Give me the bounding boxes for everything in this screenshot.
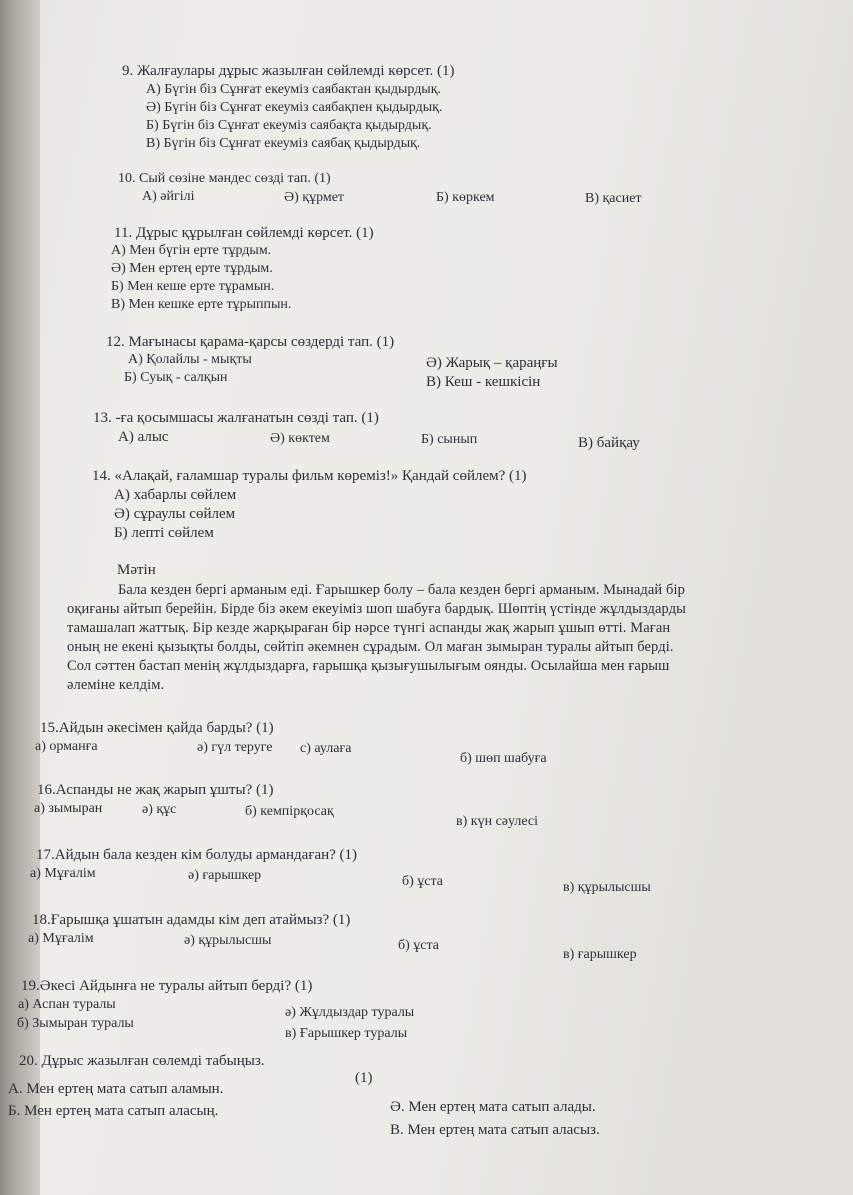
- q13-option-a: А) алыс: [118, 429, 169, 445]
- q12-question: 12. Мағынасы қарама-қарсы сөздерді тап. (1): [106, 334, 395, 350]
- q10-option-b: Ә) құрмет: [284, 190, 345, 205]
- q20-option-d: В. Мен ертең мата сатып аласыз.: [390, 1122, 600, 1138]
- text-line: Бала кезден бергі арманым еді. Ғарышкер болу – бала кезден бергі арманым. Мынадай бір: [118, 582, 685, 598]
- q19-question: 19.Әкесі Айдынға не туралы айтып берді? (1): [21, 978, 313, 994]
- q12-option-b: Ә) Жарық – қараңғы: [426, 355, 558, 371]
- q18-option-c: б) ұста: [398, 938, 440, 953]
- q15-option-d: б) шөп шабуға: [460, 751, 547, 766]
- q16-option-b: ә) құс: [142, 802, 177, 817]
- q13-option-d: В) байқау: [578, 435, 640, 451]
- q17-option-c: б) ұста: [402, 874, 444, 889]
- q11-question: 11. Дұрыс құрылған сөйлемді көрсет. (1): [114, 225, 374, 241]
- q12-option-a: А) Қолайлы - мықты: [128, 352, 252, 367]
- q20-points: (1): [355, 1070, 373, 1086]
- q15-option-b: ә) гүл теруге: [197, 740, 273, 755]
- text-line: тамашалап жаттық. Бір кезде жарқыраған бір нәрсе түнгі аспанды жақ жарып ұшып өтті. Маған: [67, 620, 671, 636]
- q17-option-b: ә) ғарышкер: [188, 868, 262, 883]
- text-title: Мәтін: [117, 562, 156, 578]
- q9-question: 9. Жалғаулары дұрыс жазылған сөйлемді көрсет. (1): [122, 63, 455, 79]
- q11-option-b: Ә) Мен ертең ерте тұрдым.: [111, 261, 273, 276]
- q19-option-b: ә) Жұлдыздар туралы: [285, 1005, 415, 1020]
- q17-question: 17.Айдын бала кезден кім болуды армандаған? (1): [36, 847, 358, 863]
- q18-option-d: в) ғарышкер: [563, 947, 637, 962]
- q14-option-c: Б) лепті сөйлем: [114, 525, 214, 541]
- q15-option-c: с) аулаға: [300, 741, 352, 756]
- q13-option-c: Б) сынып: [421, 432, 478, 447]
- text-line: Сол сәттен бастап менің жұлдыздарға, ғарышқа қызығушылығым оянды. Осылайша мен ғарыш: [67, 658, 670, 674]
- q15-option-a: а) орманға: [35, 739, 98, 754]
- text-line: оқиғаны айтып берейін. Бірде біз әкем екеуіміз шоп шабуға бардық. Шөптің үстінде жұлдыздарды: [67, 601, 687, 617]
- q18-option-a: а) Мұғалім: [28, 931, 94, 946]
- q16-option-c: б) кемпірқосақ: [245, 804, 334, 819]
- text-line: әлеміне келдім.: [67, 677, 165, 693]
- q11-option-a: А) Мен бүгін ерте тұрдым.: [111, 243, 272, 258]
- q10-option-a: А) әйгілі: [142, 189, 195, 204]
- q9-option-c: Б) Бүгін біз Сұнғат екеуміз саябақта қыдырдық.: [146, 118, 432, 133]
- q18-option-b: ә) құрылысшы: [184, 933, 272, 948]
- q9-option-b: Ә) Бүгін біз Сұнғат екеуміз саябақпен қыдырдық.: [146, 100, 443, 115]
- text-line: оның не екені қызықты болды, сөйтіп әкемнен сұрадым. Ол маған зымыран туралы айтып берді.: [67, 639, 674, 655]
- q20-option-b: Ә. Мен ертең мата сатып алады.: [390, 1099, 596, 1115]
- q18-question: 18.Ғарышқа ұшатын адамды кім деп атаймыз? (1): [32, 912, 351, 928]
- q14-question: 14. «Алақай, ғаламшар туралы фильм көреміз!» Қандай сөйлем? (1): [92, 468, 527, 484]
- q20-question: 20. Дұрыс жазылған сөлемді табыңыз.: [19, 1053, 265, 1069]
- q13-option-b: Ә) көктем: [270, 431, 330, 446]
- q16-question: 16.Аспанды не жақ жарып ұшты? (1): [37, 782, 274, 798]
- q19-option-c: б) Зымыран туралы: [17, 1016, 134, 1031]
- q14-option-b: Ә) сұраулы сөйлем: [114, 506, 236, 522]
- q12-option-d: В) Кеш - кешкісін: [426, 374, 541, 390]
- q13-question: 13. -ға қосымшасы жалғанатын сөзді тап. (1): [93, 410, 379, 426]
- q16-option-d: в) күн сәулесі: [456, 814, 539, 829]
- q11-option-d: В) Мен кешке ерте тұрыппын.: [111, 297, 292, 312]
- q12-option-c: Б) Суық - салқын: [124, 370, 228, 385]
- q17-option-a: а) Мұғалім: [30, 866, 96, 881]
- q9-option-a: А) Бүгін біз Сұнғат екеуміз саябактан қыдырдық.: [146, 82, 442, 97]
- q11-option-c: Б) Мен кеше ерте тұрамын.: [111, 279, 275, 294]
- q20-option-a: А. Мен ертең мата сатып аламын.: [8, 1081, 224, 1097]
- q9-option-d: В) Бүгін біз Сұнғат екеуміз саябақ қыдырдық.: [146, 136, 421, 151]
- q17-option-d: в) құрылысшы: [563, 880, 651, 895]
- q19-option-a: а) Аспан туралы: [18, 997, 116, 1012]
- q10-question: 10. Сый сөзіне мәндес сөзді тап. (1): [118, 171, 331, 186]
- q10-option-c: Б) көркем: [436, 190, 495, 205]
- q16-option-a: а) зымыран: [34, 801, 103, 816]
- q19-option-d: в) Ғарышкер туралы: [285, 1026, 408, 1041]
- q20-option-c: Б. Мен ертең мата сатып аласың.: [8, 1103, 219, 1119]
- q10-option-d: В) қасиет: [585, 191, 642, 206]
- q14-option-a: А) хабарлы сөйлем: [114, 487, 237, 503]
- q15-question: 15.Айдын әкесімен қайда барды? (1): [40, 720, 274, 736]
